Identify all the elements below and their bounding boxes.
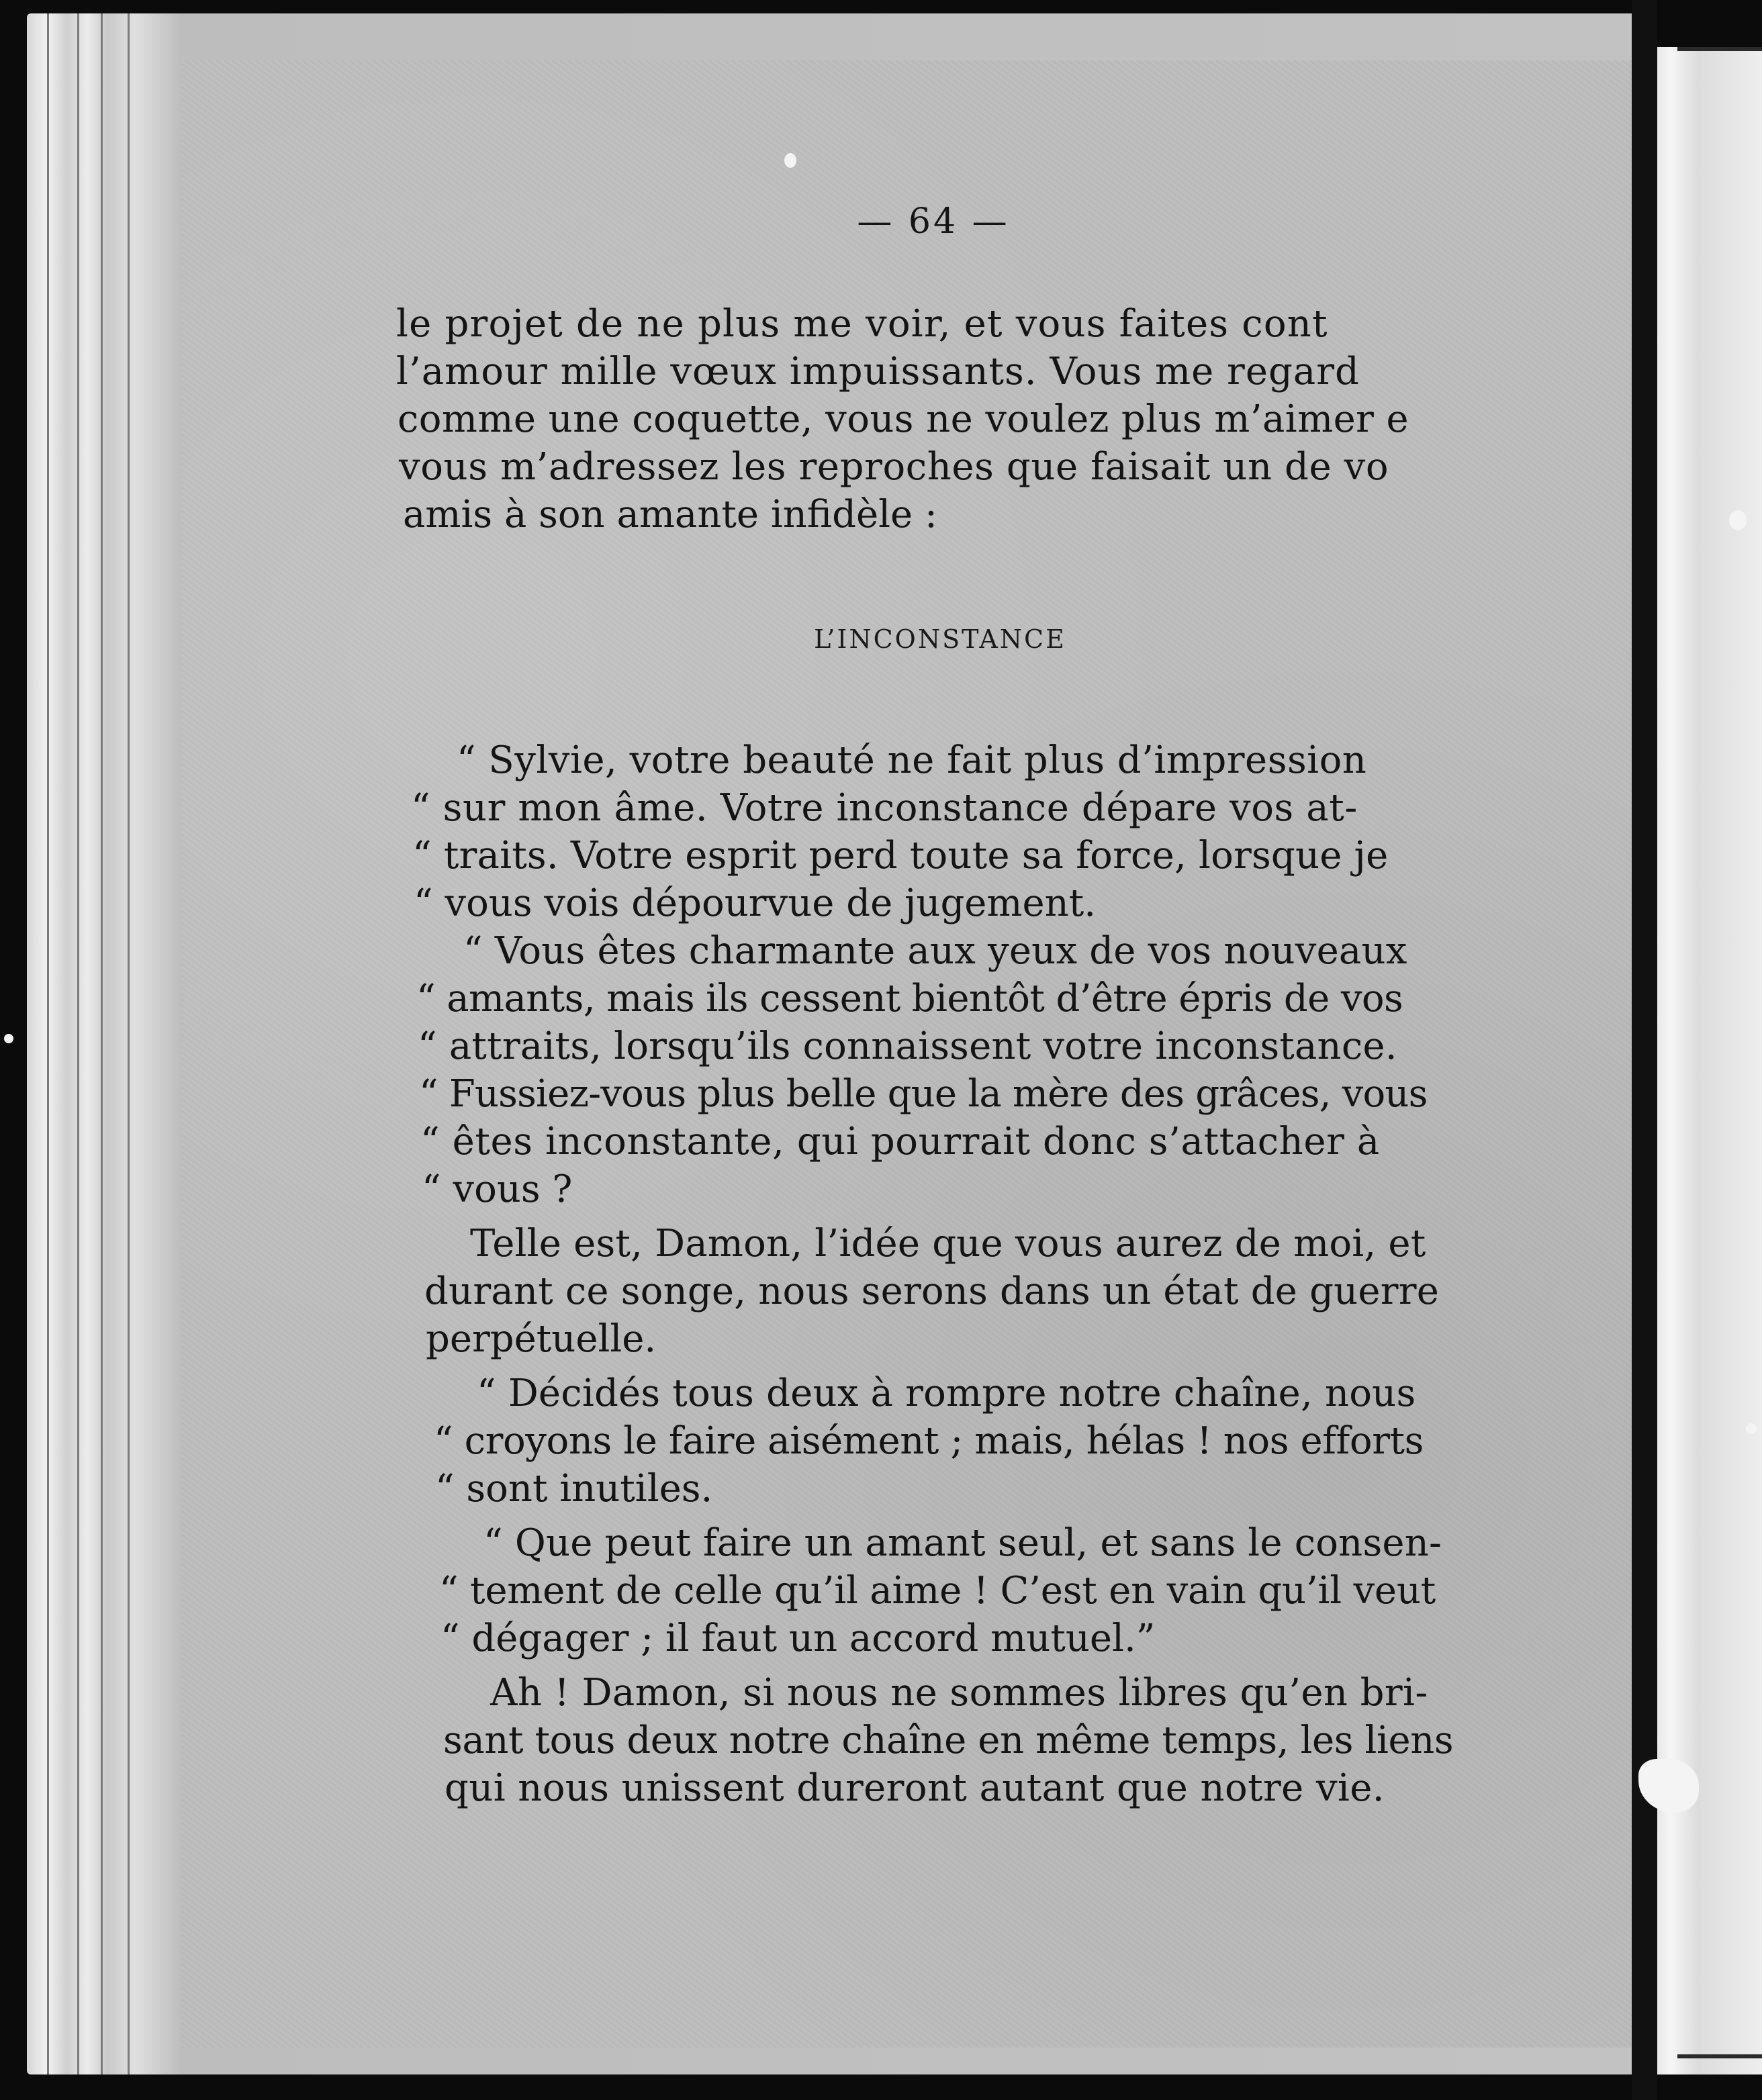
- text-line: vous m’adressez les reproches que faisait un de vo: [399, 445, 1389, 489]
- text-line: comme une coquette, vous ne voulez plus m’aimer e: [398, 397, 1409, 441]
- dust-speck: [1729, 510, 1747, 530]
- page-number: — 64 —: [857, 201, 1010, 242]
- text-line: amis à son amante infidèle :: [403, 493, 937, 536]
- text-line: “ vous ?: [422, 1167, 573, 1211]
- text-line: “ Vous êtes charmante aux yeux de vos nouveaux: [463, 929, 1407, 973]
- text-line: durant ce songe, nous serons dans un état de guerre: [424, 1270, 1440, 1313]
- page-edge: [101, 13, 103, 2074]
- text-line: “ Décidés tous deux à rompre notre chaîne, nous: [477, 1372, 1416, 1415]
- page-edge: [47, 13, 49, 2074]
- text-line: “ Fussiez-vous plus belle que la mère des grâces, vous: [419, 1072, 1428, 1116]
- text-line: “ sur mon âme. Votre inconstance dépare vos at-: [411, 786, 1358, 830]
- text-line: “ amants, mais ils cessent bientôt d’être épris de vos: [416, 977, 1403, 1020]
- dust-speck: [4, 1034, 13, 1043]
- text-line: “ Que peut faire un amant seul, et sans le consen-: [483, 1521, 1442, 1565]
- text-line: “ vous vois dépourvue de jugement.: [414, 881, 1097, 925]
- text-line: “ sont inutiles.: [435, 1467, 713, 1511]
- dust-speck: [784, 153, 796, 168]
- text-line: Telle est, Damon, l’idée que vous aurez de moi, et: [470, 1222, 1426, 1266]
- text-line: “ croyons le faire aisément ; mais, hélas ! nos efforts: [434, 1419, 1424, 1463]
- text-line: perpétuelle.: [426, 1317, 657, 1361]
- text-line: “ Sylvie, votre beauté ne fait plus d’impression: [457, 738, 1367, 782]
- page-edge: [128, 13, 130, 2074]
- facing-page-strip: [1677, 47, 1762, 51]
- text-line: l’amour mille vœux impuissants. Vous me regard: [396, 350, 1360, 393]
- page-edge: [77, 13, 79, 2074]
- text-line: Ah ! Damon, si nous ne sommes libres qu’en bri-: [490, 1671, 1428, 1715]
- text-line: “ attraits, lorsqu’ils connaissent votre inconstance.: [418, 1024, 1397, 1068]
- text-line: “ êtes inconstante, qui pourrait donc s’attacher à: [420, 1120, 1380, 1163]
- text-line: “ traits. Votre esprit perd toute sa force, lorsque je: [412, 834, 1389, 877]
- text-line: “ dégager ; il faut un accord mutuel.”: [440, 1617, 1156, 1660]
- facing-page-strip: [1677, 2054, 1762, 2058]
- text-line: le projet de ne plus me voir, et vous faites cont: [396, 302, 1328, 346]
- dust-speck: [1746, 1423, 1757, 1434]
- text-line: qui nous unissent dureront autant que notre vie.: [445, 1766, 1385, 1810]
- section-heading: L’INCONSTANCE: [814, 624, 1066, 654]
- text-line: sant tous deux notre chaîne en même temps, les liens: [443, 1719, 1454, 1762]
- text-line: “ tement de celle qu’il aime ! C’est en vain qu’il veut: [439, 1569, 1436, 1613]
